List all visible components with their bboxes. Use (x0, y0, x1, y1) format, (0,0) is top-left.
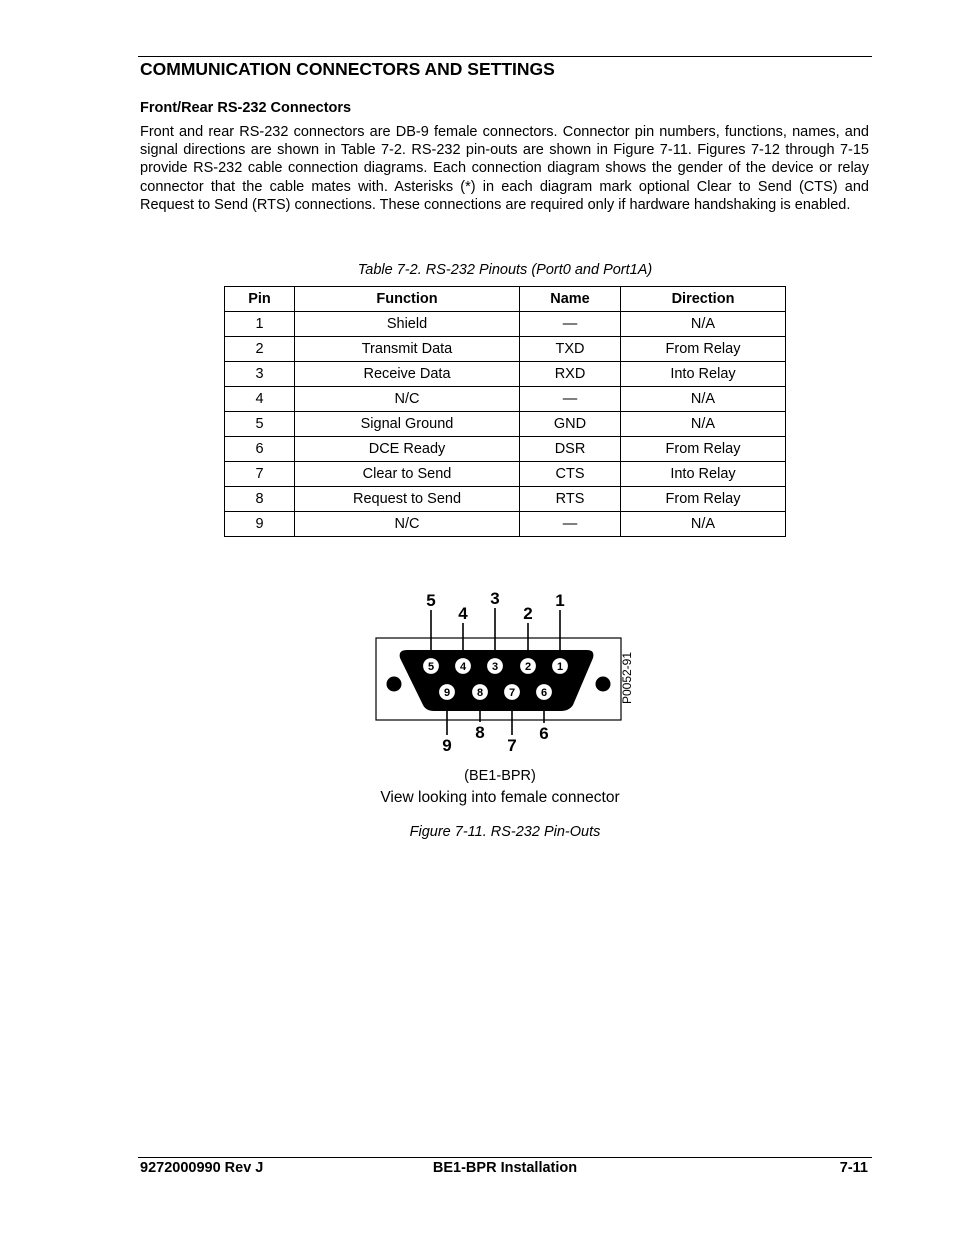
mounting-hole-left (387, 677, 402, 692)
cell-name: — (520, 512, 621, 537)
cell-name: GND (520, 412, 621, 437)
table-row (225, 487, 786, 512)
pin-socket-number: 7 (508, 687, 516, 699)
page-title: COMMUNICATION CONNECTORS AND SETTINGS (140, 59, 555, 79)
cell-pin: 2 (225, 337, 295, 362)
cell-function: DCE Ready (295, 437, 520, 462)
view-label: View looking into female connector (380, 789, 620, 806)
cell-function: Transmit Data (295, 337, 520, 362)
cell-direction: N/A (621, 412, 786, 437)
table-row (225, 337, 786, 362)
cell-direction: From Relay (621, 337, 786, 362)
cell-pin: 4 (225, 387, 295, 412)
cell-direction: From Relay (621, 437, 786, 462)
table-row (225, 437, 786, 462)
table-row (225, 387, 786, 412)
pin-socket-number: 4 (459, 661, 467, 673)
mounting-hole-right (596, 677, 611, 692)
pin-socket-number: 8 (476, 687, 484, 699)
table-row (225, 312, 786, 337)
pin-socket-number: 6 (540, 687, 548, 699)
pin-socket-number: 3 (491, 661, 499, 673)
cell-function: N/C (295, 512, 520, 537)
cell-function: Request to Send (295, 487, 520, 512)
figure-caption: Figure 7-11. RS-232 Pin-Outs (409, 824, 601, 840)
pin-number-label: 2 (523, 604, 533, 623)
section-heading: Front/Rear RS-232 Connectors (140, 100, 352, 116)
table-header-row (225, 287, 786, 312)
table-caption: Table 7-2. RS-232 Pinouts (Port0 and Port1A) (357, 262, 653, 278)
pin-socket-number: 9 (443, 687, 451, 699)
cell-pin: 5 (225, 412, 295, 437)
cell-name: — (520, 312, 621, 337)
cell-pin: 3 (225, 362, 295, 387)
pin-number-label: 1 (555, 591, 565, 610)
pin-number-label: 5 (426, 591, 436, 610)
cell-direction: From Relay (621, 487, 786, 512)
table-row (225, 362, 786, 387)
cell-function: Shield (295, 312, 520, 337)
table-row (225, 512, 786, 537)
pin-number-label: 4 (458, 604, 468, 623)
cell-name: CTS (520, 462, 621, 487)
header-name: Name (520, 287, 621, 312)
pin-number-label: 7 (507, 736, 517, 755)
cell-pin: 8 (225, 487, 295, 512)
header-rule (138, 56, 872, 57)
header-direction: Direction (621, 287, 786, 312)
cell-pin: 7 (225, 462, 295, 487)
cell-pin: 1 (225, 312, 295, 337)
cell-name: TXD (520, 337, 621, 362)
pin-number-label: 6 (539, 724, 549, 743)
cell-function: Receive Data (295, 362, 520, 387)
section-paragraph: Front and rear RS-232 connectors are DB-9 female connectors. Connector pin numbers, functions, names, and signal directions are shown in Table 7-2. RS-232 pin-outs are shown in Figure 7-11. Figures 7-12 through 7-15 provide RS-232 cable connection diagrams. Each connection diagram shows the gender of the device or relay connector that the cable mates with. Asterisks (*) in each diagram mark optional Clear to Send (CTS) and Request to Send (RTS) connections. These connections are required only if hardware handshaking is enabled. (140, 124, 869, 213)
pin-socket-number: 1 (556, 661, 564, 673)
cell-direction: N/A (621, 512, 786, 537)
cell-direction: Into Relay (621, 362, 786, 387)
footer-page-number: 7-11 (839, 1160, 868, 1176)
pin-socket-number: 5 (427, 661, 435, 673)
device-label: (BE1-BPR) (464, 768, 536, 784)
header-function: Function (295, 287, 520, 312)
part-code: P0052-91 (620, 651, 634, 705)
footer-doc-number: 9272000990 Rev J (140, 1160, 264, 1176)
footer-title: BE1-BPR Installation (432, 1160, 578, 1176)
cell-name: RTS (520, 487, 621, 512)
header-pin: Pin (225, 287, 295, 312)
pin-socket-number: 2 (524, 661, 532, 673)
pin-number-label: 8 (475, 723, 485, 742)
pin-number-label: 9 (442, 736, 452, 755)
cell-pin: 6 (225, 437, 295, 462)
cell-function: N/C (295, 387, 520, 412)
cell-name: — (520, 387, 621, 412)
cell-direction: Into Relay (621, 462, 786, 487)
table-row (225, 412, 786, 437)
cell-pin: 9 (225, 512, 295, 537)
pin-number-label: 3 (490, 590, 500, 608)
pinout-table (224, 286, 786, 537)
cell-direction: N/A (621, 387, 786, 412)
cell-name: RXD (520, 362, 621, 387)
cell-function: Signal Ground (295, 412, 520, 437)
cell-direction: N/A (621, 312, 786, 337)
footer-rule (138, 1157, 872, 1158)
cell-function: Clear to Send (295, 462, 520, 487)
cell-name: DSR (520, 437, 621, 462)
table-row (225, 462, 786, 487)
